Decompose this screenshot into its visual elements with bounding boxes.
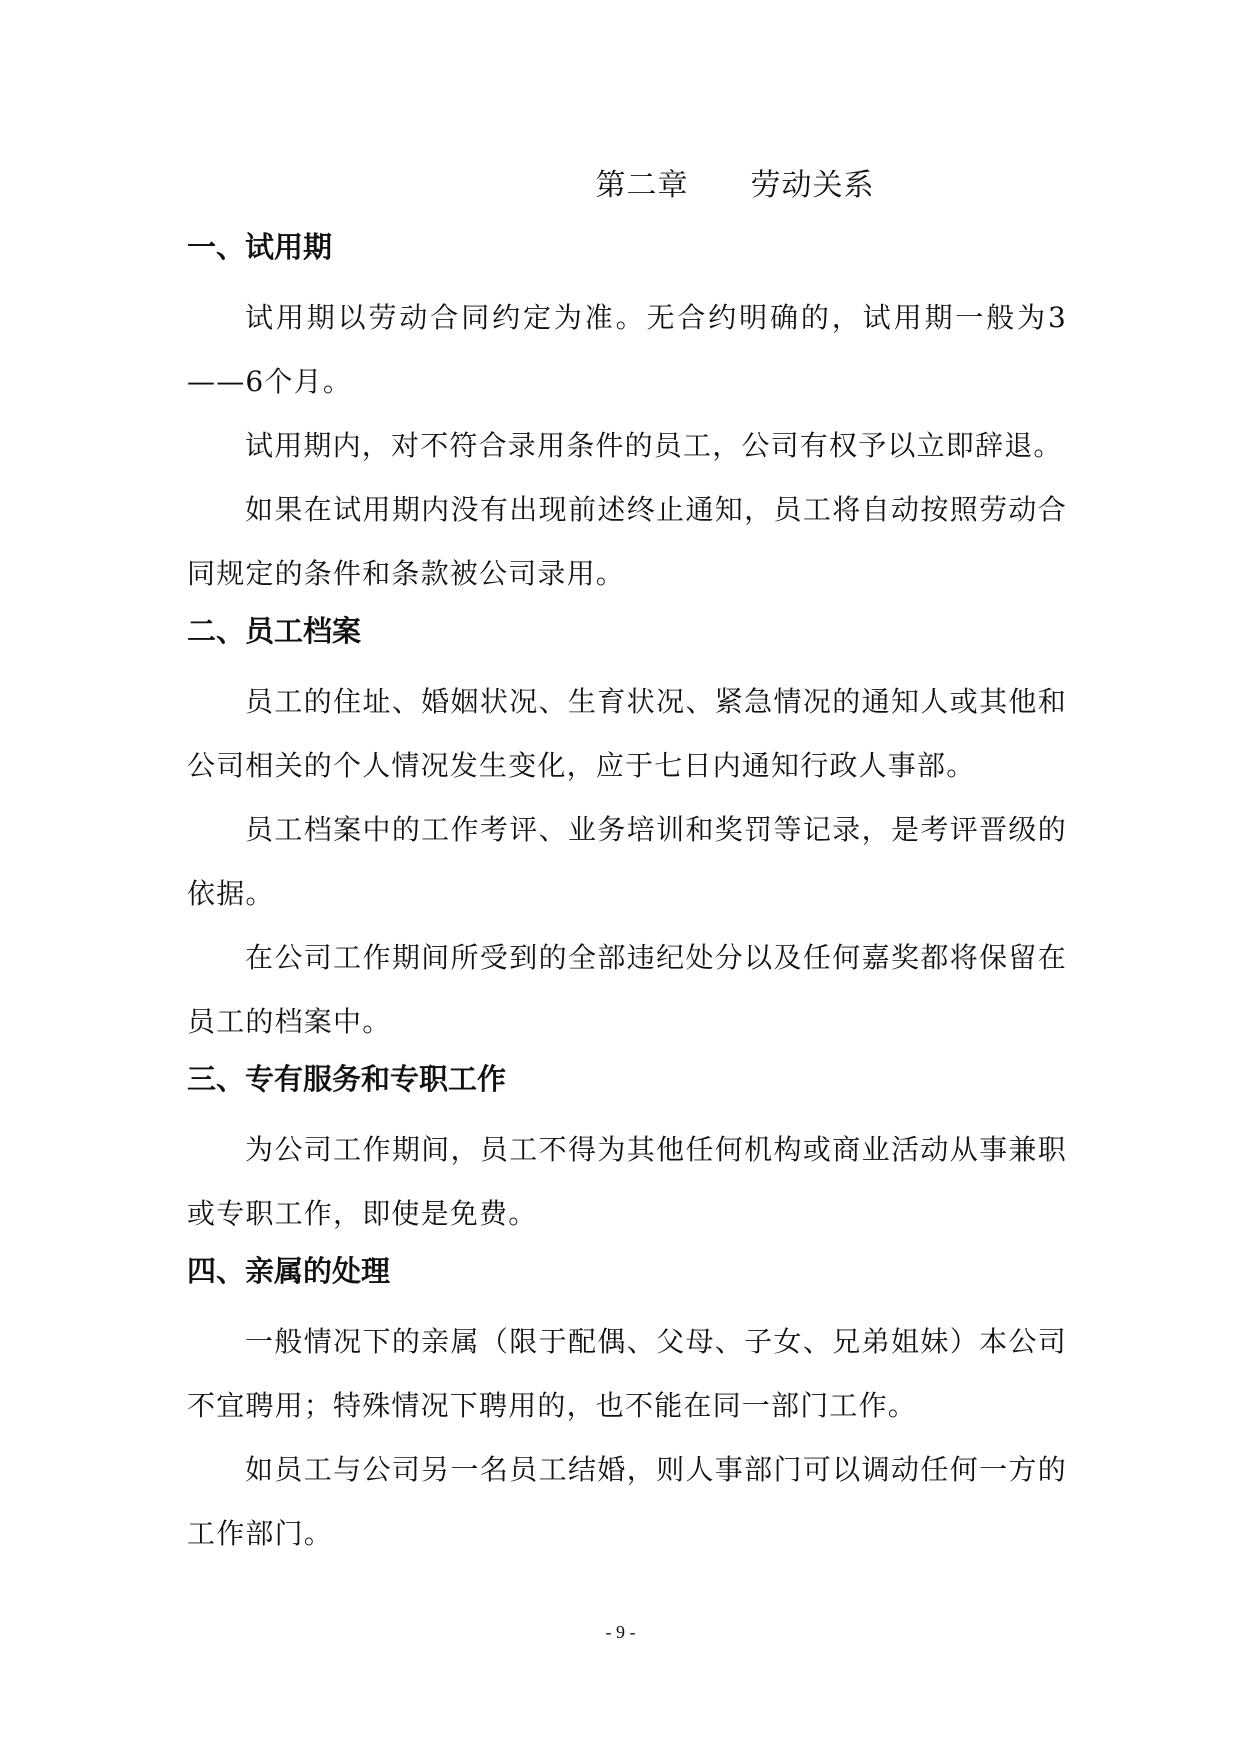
paragraph: 一般情况下的亲属（限于配偶、父母、子女、兄弟姐妹）本公司不宜聘用；特殊情况下聘用的，也不能在同一部门工作。 — [187, 1325, 1067, 1422]
section-exclusive-service — [187, 1054, 1067, 1246]
chapter-title: 第二章 劳动关系 — [595, 168, 875, 203]
paragraph: 员工的住址、婚姻状况、生育状况、紧急情况的通知人或其他和公司相关的个人情况发生变化，应于七日内通知行政人事部。 — [187, 685, 1067, 782]
section-heading: 二、员工档案 — [187, 614, 362, 648]
section-heading: 四、亲属的处理 — [187, 1254, 391, 1288]
section-heading: 三、专有服务和专职工作 — [187, 1062, 507, 1096]
paragraph: 员工档案中的工作考评、业务培训和奖罚等记录，是考评晋级的依据。 — [187, 813, 1067, 910]
paragraph: 为公司工作期间，员工不得为其他任何机构或商业活动从事兼职或专职工作，即使是免费。 — [187, 1133, 1067, 1230]
section-probation — [187, 222, 1067, 606]
paragraph: 试用期以劳动合同约定为准。无合约明确的，试用期一般为3——6个月。 — [187, 301, 1067, 398]
paragraph: 如员工与公司另一名员工结婚，则人事部门可以调动任何一方的工作部门。 — [187, 1453, 1067, 1550]
section-relatives — [187, 1246, 1067, 1566]
section-employee-records — [187, 606, 1067, 1054]
paragraph: 如果在试用期内没有出现前述终止通知，员工将自动按照劳动合同规定的条件和条款被公司录用。 — [187, 493, 1067, 590]
section-heading: 一、试用期 — [187, 230, 333, 264]
paragraph: 试用期内，对不符合录用条件的员工，公司有权予以立即辞退。 — [245, 429, 1063, 462]
page-number: - 9 - — [605, 1622, 636, 1642]
paragraph: 在公司工作期间所受到的全部违纪处分以及任何嘉奖都将保留在员工的档案中。 — [187, 941, 1067, 1038]
document-body — [187, 222, 1067, 1566]
